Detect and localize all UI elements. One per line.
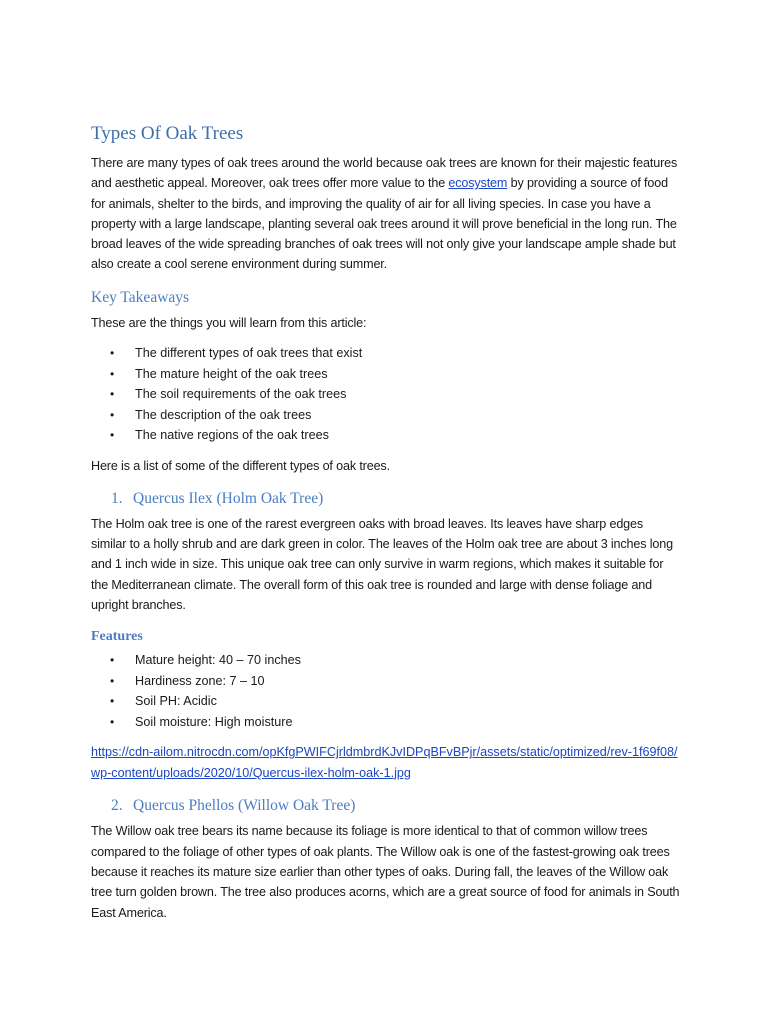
features-heading: Features <box>91 629 143 645</box>
section-heading-willow-oak <box>91 795 681 817</box>
bullet-icon: • <box>110 714 115 729</box>
bullet-icon: • <box>110 387 115 402</box>
features-list <box>91 650 681 732</box>
bullet-icon: • <box>110 673 115 688</box>
list-item: • Mature height: 40 – 70 inches <box>91 650 681 671</box>
bullet-icon: • <box>110 653 115 668</box>
section-title: Quercus Phellos (Willow Oak Tree) <box>133 797 356 815</box>
list-item: • Hardiness zone: 7 – 10 <box>91 671 681 692</box>
bullet-icon: • <box>110 346 115 361</box>
list-item: • Soil PH: Acidic <box>91 691 681 712</box>
page-title: Types Of Oak Trees <box>91 123 244 144</box>
ecosystem-link[interactable]: ecosystem <box>448 176 508 191</box>
article <box>91 120 681 923</box>
list-item: • The description of the oak trees <box>91 405 681 426</box>
section-number: 2. <box>111 797 123 815</box>
key-takeaways-heading: Key Takeaways <box>91 288 190 306</box>
list-item: • The different types of oak trees that exist <box>91 343 681 364</box>
list-item: • Soil moisture: High moisture <box>91 712 681 733</box>
bullet-icon: • <box>110 428 115 443</box>
bullet-icon: • <box>110 407 115 422</box>
list-item: • The mature height of the oak trees <box>91 364 681 385</box>
bullet-icon: • <box>110 694 115 709</box>
intro-paragraph <box>91 153 681 275</box>
bullet-icon: • <box>110 366 115 381</box>
list-intro: Here is a list of some of the different types of oak trees. <box>91 458 390 473</box>
willow-oak-description: The Willow oak tree bears its name because its foliage is more identical to that of common willow trees compared to the foliage of other types of oak plants. The Willow oak is one of the fastest-growing oak trees because it reaches its mature size earlier than other types of oaks. During fall, the leaves of the Willow oak tree turn golden brown. The tree also produces acorns, which are a great source of food for animals in South East America. <box>91 824 680 920</box>
key-takeaways-list <box>91 343 681 446</box>
list-item: • The native regions of the oak trees <box>91 425 681 446</box>
holm-oak-description: The Holm oak tree is one of the rarest evergreen oaks with broad leaves. Its leaves have sharp edges similar to a holly shrub and are dark green in color. The leaves of the Holm oak tree are about 3 inches long and 1 inch wide in size. This unique oak tree can only survive in warm regions, which makes it suitable for the Mediterranean climate. The overall form of this oak tree is rounded and large with dense foliage and upright branches. <box>91 516 673 613</box>
section-number: 1. <box>111 489 123 507</box>
list-item: • The soil requirements of the oak trees <box>91 384 681 405</box>
holm-oak-image-link[interactable]: https://cdn-ailom.nitrocdn.com/opKfgPWIFCjrldmbrdKJvIDPqBFvBPjr/assets/static/optimized/rev-1f69f08/wp-content/uploads/2020/10/Quercus-ilex-holm-oak-1.jpg <box>91 745 678 780</box>
section-title: Quercus Ilex (Holm Oak Tree) <box>133 489 324 507</box>
intro-text-end: by providing a source of food for animals, shelter to the birds, and improving the quality of air for all living species. In case you have a property with a large landscape, planting several oak trees around it will prove beneficial in the long run. The broad leaves of the wide spreading branches of oak trees will not only give your landscape ample shade but also create a cool serene environment during summer. <box>91 176 677 272</box>
intro-text-start: There are many types of oak trees around the world because oak trees are known for their majestic features and aesthetic appeal. Moreover, oak trees offer more value to the <box>91 156 678 191</box>
section-heading-holm-oak <box>91 488 681 510</box>
key-takeaways-lead: These are the things you will learn from this article: <box>91 315 367 330</box>
